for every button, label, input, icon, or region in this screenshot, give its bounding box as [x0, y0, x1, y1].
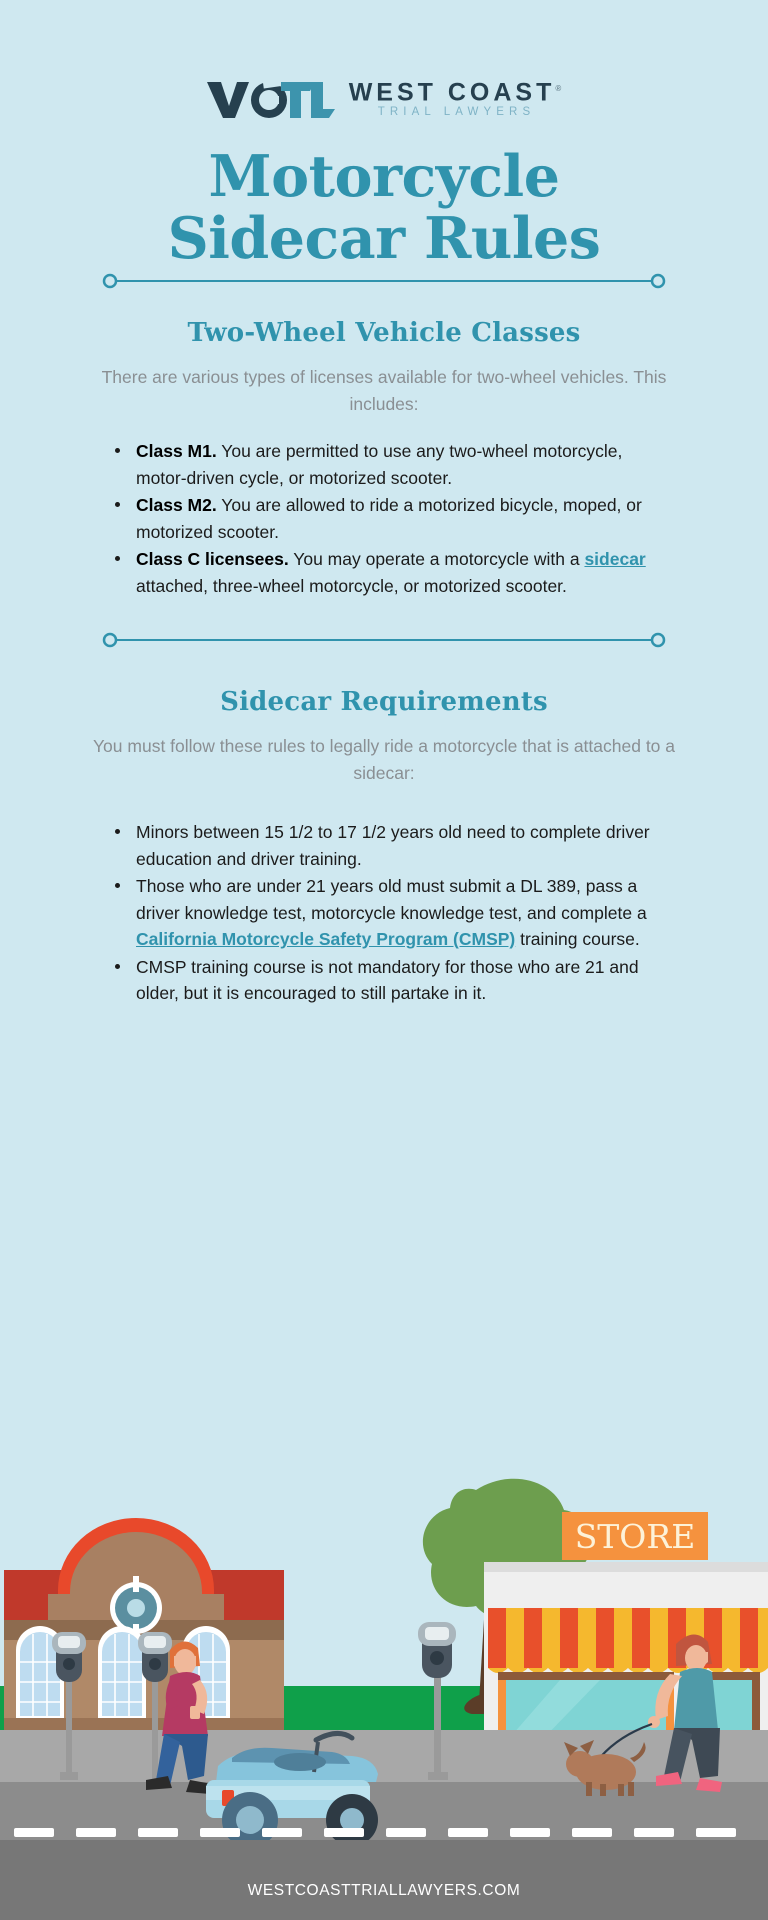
wctl-monogram-icon	[207, 76, 335, 120]
page-title	[0, 143, 768, 272]
registered-mark: ®	[555, 83, 562, 93]
sidewalk	[0, 1730, 768, 1782]
section-2-bullet-list	[108, 819, 678, 1007]
brand-wordmark	[349, 76, 562, 120]
store-sign-label: STORE	[574, 1517, 696, 1556]
bullet-text: You are permitted to use any two-wheel motorcycle, motor-driven cycle, or motorized scooter.	[136, 441, 623, 488]
section-1-bullet-list	[108, 438, 668, 599]
list-item	[108, 954, 678, 1007]
brand-name: WEST COAST®	[348, 78, 562, 107]
footer-bar	[0, 1840, 768, 1920]
list-item	[108, 438, 668, 491]
street-scene-illustration	[0, 1400, 768, 1840]
list-item	[108, 873, 678, 953]
list-item	[108, 819, 678, 872]
bullet-text: You may operate a motorcycle with a	[288, 549, 585, 569]
bullet-text: CMSP training course is not mandatory for those who are 21 and older, but it is encouraged to still partake in it.	[136, 956, 639, 1003]
section-2-heading: Sidecar Requirements	[220, 687, 548, 717]
section-sidecar-requirements	[0, 687, 768, 1007]
section-1-heading: Two-Wheel Vehicle Classes	[187, 318, 581, 348]
section-two-wheel-vehicle-classes	[0, 318, 768, 599]
bullet-lead: Class M1.	[136, 441, 217, 461]
bullet-text: You are allowed to ride a motorized bicycle, moped, or motorized scooter.	[136, 495, 642, 542]
brand-logo	[0, 0, 768, 124]
title-line-1: Motorcycle	[208, 143, 560, 210]
list-item	[108, 546, 668, 599]
title-line-2: Sidecar Rules	[167, 205, 601, 272]
brand-tagline: TRIAL LAWYERS	[377, 106, 536, 119]
bullet-text-tail: training course.	[515, 929, 640, 949]
footer-url[interactable]: WESTCOASTTRIALLAWYERS.COM	[247, 1882, 521, 1899]
striped-awning	[488, 1608, 768, 1673]
bullet-lead: Class C licensees.	[136, 549, 289, 569]
divider-top	[0, 270, 768, 292]
list-item	[108, 492, 668, 545]
bullet-lead: Class M2.	[136, 495, 217, 515]
divider-middle	[0, 629, 768, 651]
bullet-text: Minors between 15 1/2 to 17 1/2 years old need to complete driver education and driver training.	[136, 822, 650, 869]
section-2-intro: You must follow these rules to legally ride a motorcycle that is attached to a sidecar:	[92, 736, 676, 783]
cmsp-link[interactable]: California Motorcycle Safety Program (CMSP)	[136, 929, 516, 949]
bullet-text-tail: attached, three-wheel motorcycle, or motorized scooter.	[136, 575, 567, 596]
bullet-text: Those who are under 21 years old must submit a DL 389, pass a driver knowledge test, motorcycle knowledge test, and complete a	[136, 876, 647, 923]
section-1-intro: There are various types of licenses available for two-wheel vehicles. This includes:	[101, 367, 667, 414]
sidecar-link[interactable]: sidecar	[584, 549, 646, 569]
